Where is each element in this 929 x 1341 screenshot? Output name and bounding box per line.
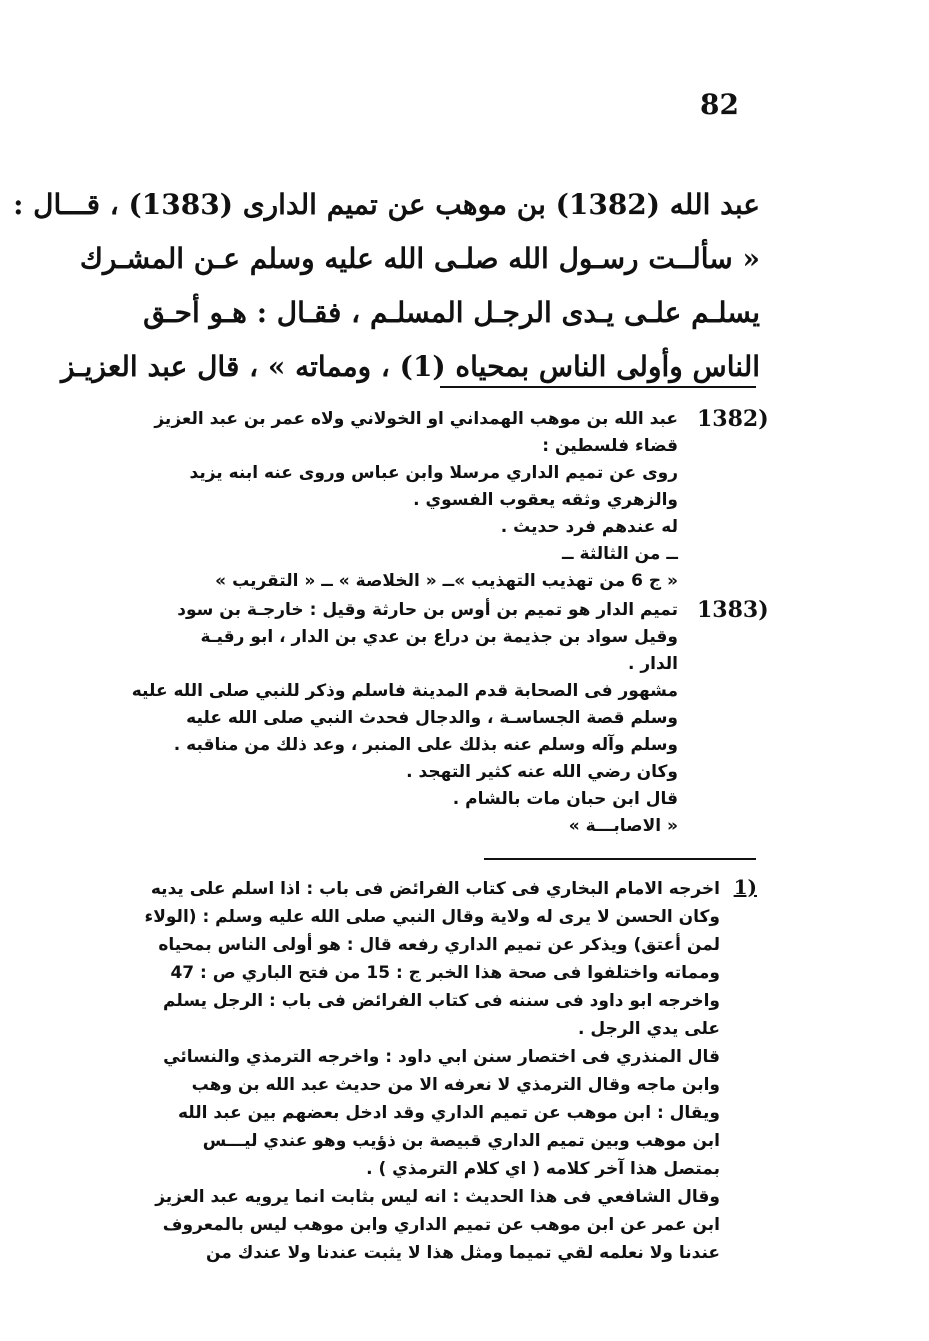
note-line: ــ من الثالثة ــ <box>562 544 678 564</box>
footnote-line: قال المنذري فى اختصار سنن ابي داود : واخرجه الترمذي والنسائي <box>163 1047 720 1067</box>
note-line: قال ابن حبان مات بالشام . <box>452 789 678 809</box>
footnote-1-text <box>80 875 720 1267</box>
footnote-line: عندنا ولا نعلمه لقي تميما ومثل هذا لا يثبت عندنا ولا عندك من <box>205 1243 720 1263</box>
note-line: « ج 6 من تهذيب التهذيب »ــ « الخلاصة » ــ « التقريب » <box>215 571 678 591</box>
note-line: روى عن تميم الداري مرسلا وابن عباس وروى عنه ابنه يزيد <box>189 463 678 483</box>
footnote-line: اخرجه الامام البخاري فى كتاب الفرائض فى باب : اذا اسلم على يديه <box>150 879 720 899</box>
separator-rule <box>484 858 756 860</box>
main-text <box>13 178 760 394</box>
footnote-line: واخرجه ابو داود فى سننه فى كتاب الفرائض فى باب : الرجل يسلم <box>163 991 720 1011</box>
note-line: له عندهم فرد حديث . <box>500 517 678 537</box>
footnote-line: وقال الشافعي فى هذا الحديث : انه ليس بثابت انما يرويه عبد العزيز <box>155 1187 720 1207</box>
footnote-line: ابن عمر عن ابن موهب عن تميم الداري وابن موهب ليس بالمعروف <box>162 1215 720 1235</box>
page-number: 82 <box>700 88 739 121</box>
footnote-line: بمتصل هذا آخر كلامه ( اي كلام الترمذي ) . <box>366 1159 720 1179</box>
footnote-line: ومماته واختلفوا فى صحة هذا الخبر ج : 15 من فتح الباري ص : 47 <box>170 963 720 983</box>
main-text-line: « سألــت رسـول الله صلـى الله عليه وسلم عـن المشـرك <box>79 242 760 275</box>
note-line: والزهري وثقه يعقوب الفسوي . <box>413 490 678 510</box>
footnote-line: وكان الحسن لا يرى له ولاية وقال النبي صلى الله عليه وسلم : (الولاء <box>144 907 720 927</box>
note-line: مشهور فى الصحابة قدم المدينة فاسلم وذكر للنبي صلى الله عليه <box>131 681 678 701</box>
note-line: وسلم قصة الجساسـة ، والدجال فحدث النبي صلى الله عليه <box>186 708 678 728</box>
note-line: « الاصابـــة » <box>568 816 678 836</box>
note-line: وقيل سواد بن جذيمة بن دراع بن عدي بن الدار ، ابو رقيـة <box>200 627 678 647</box>
footnote-line: على يدي الرجل . <box>578 1019 720 1039</box>
separator-rule <box>440 386 756 388</box>
footnote-line: وابن ماجه وقال الترمذي لا نعرفه الا من حديث عبد الله بن وهب <box>191 1075 720 1095</box>
footnote-number: 1) <box>733 875 757 899</box>
footnote-line: ويقال : ابن موهب عن تميم الداري وقد ادخل بعضهم بين عبد الله <box>177 1103 720 1123</box>
main-text-line: الناس وأولى الناس بمحياه (1) ، ومماته » ، قال عبد العزيـز <box>61 350 760 383</box>
main-text-line: عبد الله (1382) بن موهب عن تميم الدارى (1383) ، قـــال : <box>13 188 760 221</box>
footnote-line: ابن موهب وبين تميم الداري قبيصة بن ذؤيب وهو عندي ليـــس <box>202 1131 720 1151</box>
note-number: 1382) <box>697 406 769 432</box>
note-line: عبد الله بن موهب الهمداني او الخولاني ولاه عمر بن عبد العزيز <box>154 409 678 429</box>
note-line: وكان رضي الله عنه كثير التهجد . <box>406 762 678 782</box>
note-line: الدار . <box>627 654 678 674</box>
biography-note-1382-text <box>80 406 678 595</box>
main-text-line: يسلـم علـى يـدى الرجـل المسلـم ، فقـال : هـو أحـق <box>143 296 760 329</box>
biography-note-1383-text <box>80 597 678 840</box>
note-line: قضاء فلسطين : <box>542 436 678 456</box>
note-line: وسلم وآله وسلم عنه بذلك على المنبر ، وعد ذلك من مناقبه . <box>173 735 678 755</box>
footnote-line: لمن أعتق) ويذكر عن تميم الداري رفعه قال : هو أولى الناس بمحياه <box>158 935 720 955</box>
note-number: 1383) <box>697 597 769 623</box>
note-line: تميم الدار هو تميم بن أوس بن حارثة وقيل : خارجـة بن سود <box>177 600 678 620</box>
